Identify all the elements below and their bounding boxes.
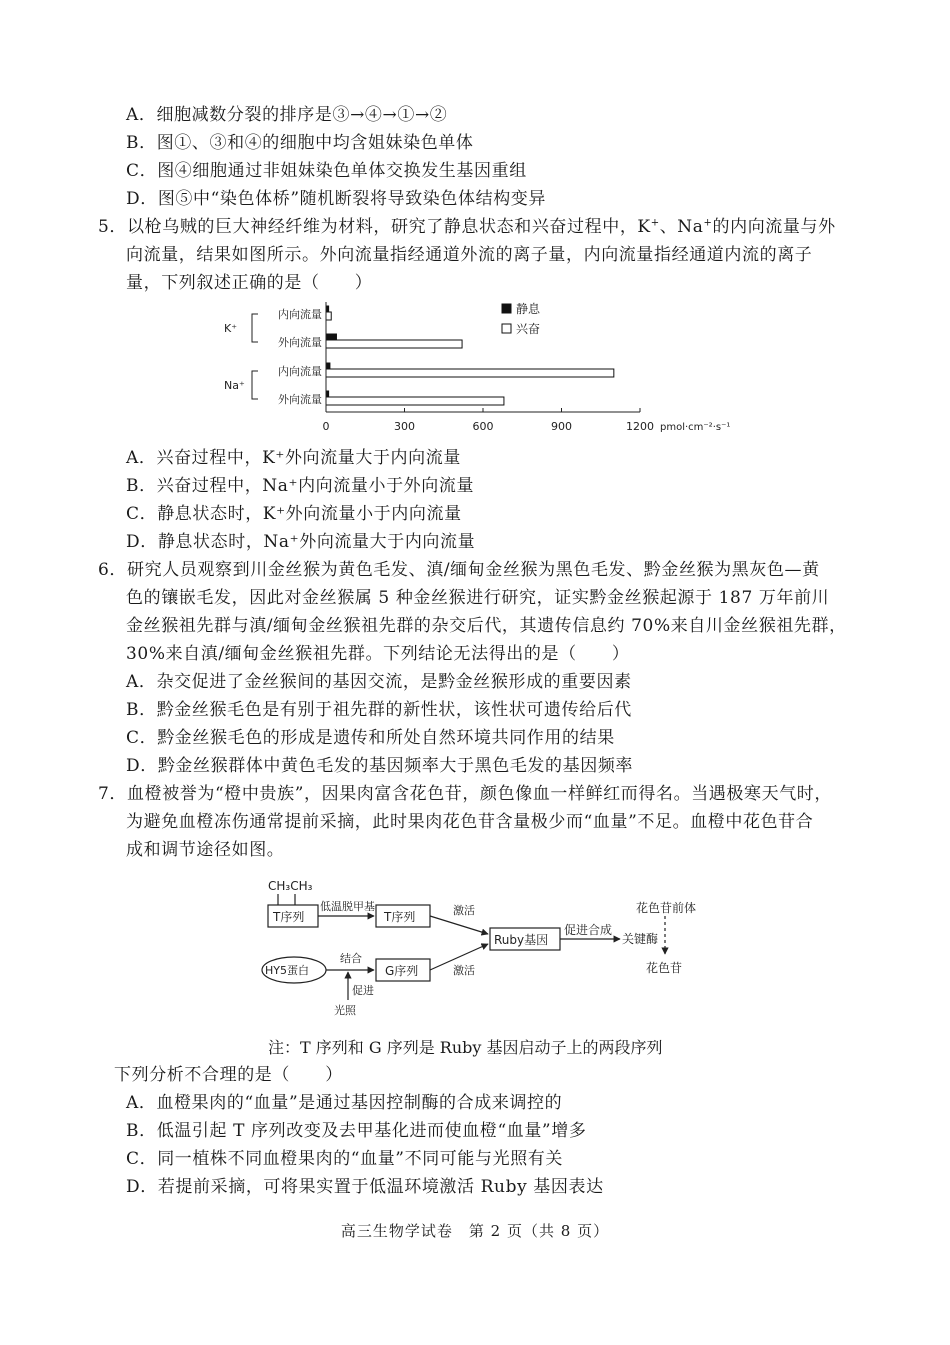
q5-stem-line3: 量，下列叙述正确的是（ ） — [126, 273, 373, 293]
g-seq-label: G序列 — [385, 964, 419, 978]
q7-stem-line3: 成和调节途径如图。 — [126, 840, 285, 860]
page-footer: 高三生物学试卷 第 2 页（共 8 页） — [340, 1222, 610, 1240]
q6-option-a: A．杂交促进了金丝猴间的基因交流，是黔金丝猴形成的重要因素 — [126, 672, 632, 692]
legend-label-excited: 兴奋 — [516, 322, 541, 336]
legend-label-resting: 静息 — [516, 302, 541, 316]
chart-bar-excited — [326, 369, 614, 377]
q4-option-b: B．图①、③和④的细胞中均含姐妹染色单体 — [126, 133, 474, 153]
ruby-gene-label: Ruby基因 — [494, 933, 549, 947]
t-seq-label-2: T序列 — [384, 910, 416, 924]
q4-option-a: A．细胞减数分裂的排序是③→④→①→② — [126, 105, 448, 125]
chart-category-label: 内向流量 — [278, 308, 322, 321]
bind-label: 结合 — [340, 952, 362, 965]
q6-option-b: B．黔金丝猴毛色是有别于祖先群的新性状，该性状可遗传给后代 — [126, 700, 632, 720]
promote-synthesis-label: 促进合成 — [564, 923, 613, 937]
q7-option-d: D．若提前采摘，可将果实置于低温环境激活 Ruby 基因表达 — [126, 1177, 604, 1197]
q4-option-d: D．图⑤中“染色体桥”随机断裂将导致染色体结构变异 — [126, 189, 547, 209]
chart-bar-excited — [326, 340, 462, 348]
diagram-note: 注：T 序列和 G 序列是 Ruby 基因启动子上的两段序列 — [268, 1038, 663, 1057]
q6-stem-line1: 6．研究人员观察到川金丝猴为黄色毛发、滇/缅甸金丝猴为黑色毛发、黔金丝猴为黑灰色—黄 — [98, 560, 820, 580]
chart-group-label: Na⁺ — [224, 379, 245, 392]
chart-bar-excited — [326, 312, 331, 320]
legend-swatch-excited — [502, 324, 511, 333]
q5-option-b: B．兴奋过程中，Na⁺内向流量小于外向流量 — [126, 476, 475, 496]
key-enzyme-label: 关键酶 — [622, 932, 659, 946]
chart-x-tick-label: 600 — [472, 420, 494, 433]
q6-stem-line3: 金丝猴祖先群与滇/缅甸金丝猴祖先群的杂交后代，其遗传信息约 70%来自川金丝猴祖先群， — [126, 616, 847, 636]
chart-group-bracket — [252, 371, 258, 399]
q6-option-c: C．黔金丝猴毛色的形成是遗传和所处自然环境共同作用的结果 — [126, 728, 615, 748]
q7-stem-line2: 为避免血橙冻伤通常提前采摘，此时果肉花色苷含量极少而“血量”不足。血橙中花色苷合 — [126, 812, 814, 832]
q6-option-d: D．黔金丝猴群体中黄色毛发的基因频率大于黑色毛发的基因频率 — [126, 756, 634, 776]
q7-option-a: A．血橙果肉的“血量”是通过基因控制酶的合成来调控的 — [126, 1093, 563, 1113]
chart-group-bracket — [252, 314, 258, 342]
chart-x-tick-label: 1200 — [626, 420, 654, 433]
light-label: 光照 — [334, 1004, 356, 1017]
low-temp-label: 低温脱甲基 — [320, 900, 375, 913]
activate-label-2: 激活 — [453, 964, 475, 977]
legend-swatch-resting — [502, 304, 511, 313]
chart-category-label: 内向流量 — [278, 365, 322, 378]
q7-stem-line1: 7．血橙被誉为“橙中贵族”，因果肉富含花色苷，颜色像血一样鲜红而得名。当遇极寒天气时， — [98, 784, 832, 804]
q5-option-c: C．静息状态时，K⁺外向流量小于内向流量 — [126, 504, 462, 524]
q7-option-b: B．低温引起 T 序列改变及去甲基化进而使血橙“血量”增多 — [126, 1121, 587, 1141]
q5-stem-line2: 向流量，结果如图所示。外向流量指经通道外流的离子量，内向流量指经通道内流的离子 — [126, 245, 813, 265]
chart-bar-excited — [326, 397, 504, 405]
q7-option-c: C．同一植株不同血橙果肉的“血量”不同可能与光照有关 — [126, 1149, 563, 1169]
anthocyanin-label: 花色苷 — [646, 961, 683, 975]
activate-label-1: 激活 — [453, 904, 475, 917]
hy5-label: HY5蛋白 — [265, 964, 309, 977]
ion-flux-bar-chart — [214, 296, 774, 438]
q4-option-c: C．图④细胞通过非姐妹染色单体交换发生基因重组 — [126, 161, 527, 181]
q5-option-a: A．兴奋过程中，K⁺外向流量大于内向流量 — [126, 448, 461, 468]
chart-category-label: 外向流量 — [278, 393, 322, 406]
q6-stem-line2: 色的镶嵌毛发，因此对金丝猴属 5 种金丝猴进行研究，证实黔金丝猴起源于 187 万年前川 — [126, 588, 830, 608]
ruby-pathway-diagram — [248, 872, 728, 1022]
q6-stem-line4: 30%来自滇/缅甸金丝猴祖先群。下列结论无法得出的是（ ） — [126, 644, 630, 664]
q5-option-d: D．静息状态时，Na⁺外向流量大于内向流量 — [126, 532, 476, 552]
precursor-label: 花色苷前体 — [636, 901, 697, 915]
t-seq-label: T序列 — [273, 910, 305, 924]
methyl-label: CH₃CH₃ — [268, 879, 313, 893]
chart-x-unit: pmol·cm⁻²·s⁻¹ — [660, 422, 731, 433]
chart-x-tick-label: 0 — [322, 420, 330, 433]
chart-category-label: 外向流量 — [278, 336, 322, 349]
chart-group-label: K⁺ — [224, 322, 238, 335]
q5-stem-line1: 5．以枪乌贼的巨大神经纤维为材料，研究了静息状态和兴奋过程中，K+、Na+的内向流量与外 — [98, 217, 836, 237]
q7-question: 下列分析不合理的是（ ） — [114, 1065, 343, 1085]
chart-x-tick-label: 900 — [551, 420, 572, 433]
promote-label: 促进 — [352, 984, 374, 997]
chart-x-tick-label: 300 — [394, 420, 415, 433]
